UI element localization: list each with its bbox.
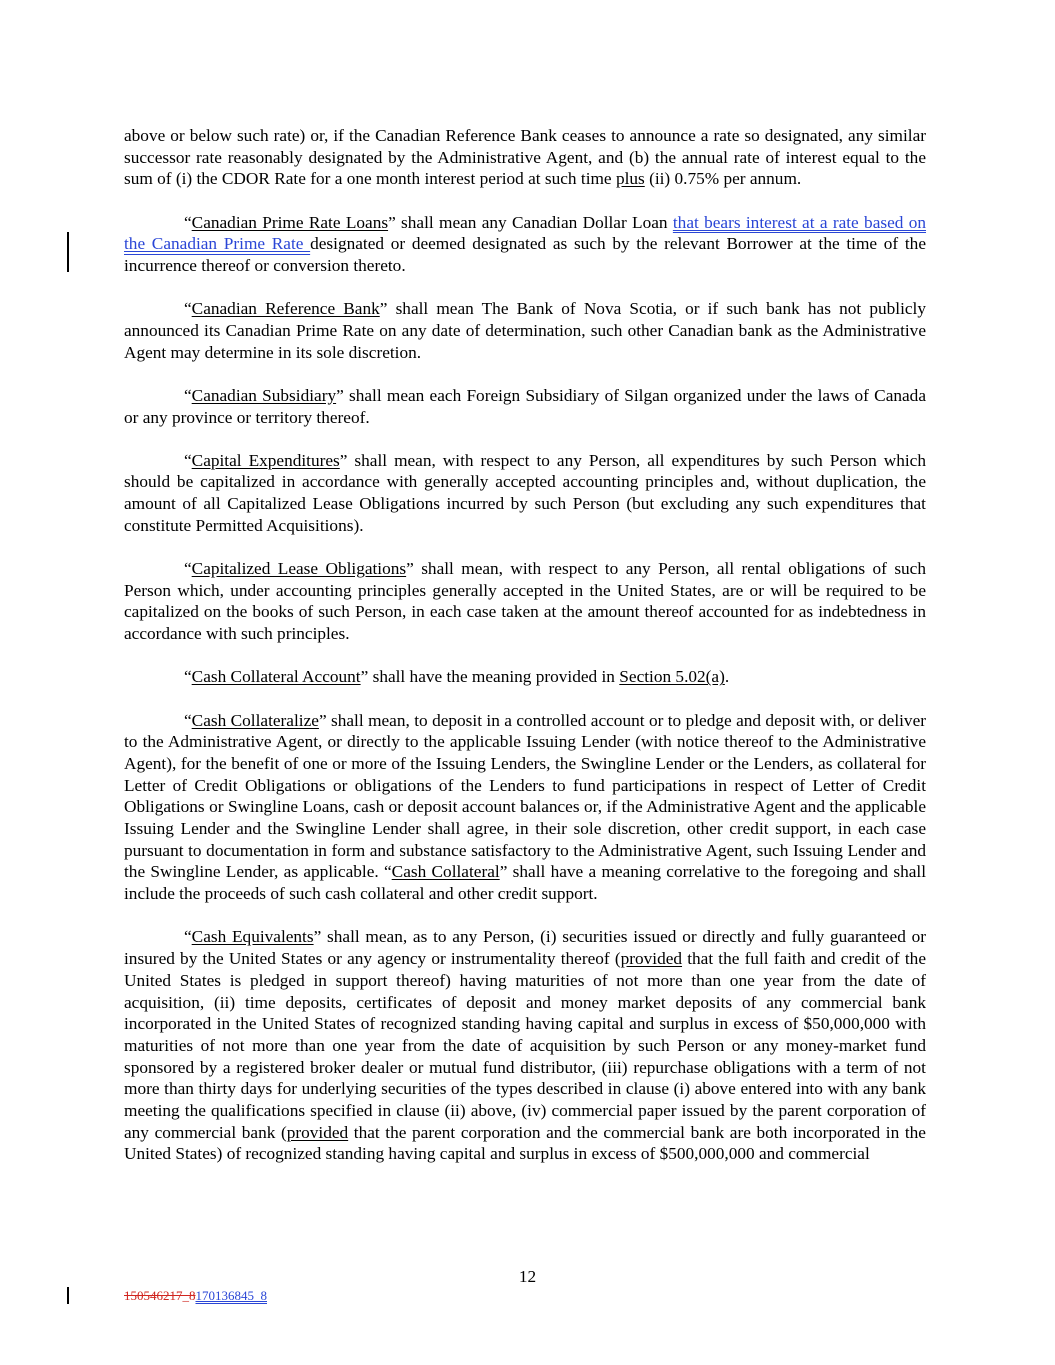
provided-term: provided xyxy=(620,949,683,969)
section-reference: Section 5.02(a) xyxy=(619,667,725,687)
defined-term: Capitalized Lease Obligations xyxy=(191,559,407,579)
provided-term: provided xyxy=(286,1122,349,1142)
defined-term: Cash Collateral xyxy=(391,862,500,882)
definition-capitalized-lease-obligations: “Capitalized Lease Obligations” shall mean, with respect to any Person, all rental obligations of such Person which, under accounting principles generally accepted in the United States, are or will be required to be capitalized on the books of such Person, in each case taken at the amount thereof accounted for as indebtedness in accordance with such principles. xyxy=(124,559,926,644)
change-bar xyxy=(67,1287,69,1304)
definition-canadian-subsidiary: “Canadian Subsidiary” shall mean each Foreign Subsidiary of Silgan organized under the laws of Canada or any province or territory thereof. xyxy=(124,385,926,427)
defined-term: Cash Collateralize xyxy=(191,710,319,730)
defined-term: Capital Expenditures xyxy=(191,450,340,470)
defined-term: Cash Collateral Account xyxy=(191,667,361,687)
definition-canadian-reference-bank: “Canadian Reference Bank” shall mean The Bank of Nova Scotia, or if such bank has not publicly announced its Canadian Prime Rate on any date of determination, such other Canadian bank as the Administrative Agent may determine in its sole discretion. xyxy=(124,299,926,362)
definition-canadian-prime-rate-loans: “Canadian Prime Rate Loans” shall mean any Canadian Dollar Loan that bears interest at a rate based on the Canadian Prime Rate designated or deemed designated as such by the relevant Borrower at the time of the incurrence thereof or conversion thereto. xyxy=(124,212,926,276)
definition-cash-collateralize: “Cash Collateralize” shall mean, to deposit in a controlled account or to pledge and deposit with, or deliver to the Administrative Agent, or directly to the applicable Issuing Lender (with notice thereof to the Administrative Agent), for the benefit of one or more of the Issuing Lenders, the Swingline Lender or the Lenders, as collateral for Letter of Credit Obligations or obligations of the Lenders to fund participations in respect of Letter of Credit Obligations or Swingline Loans, cash or deposit account balances or, if the Administrative Agent and the applicable Issuing Lender and the Swingline Lender shall agree, in their sole discretion, other credit support, in each case pursuant to documentation in form and substance satisfactory to the Administrative Agent, such Issuing Lender and the Swingline Lender, as applicable. “Cash Collateral” shall have a meaning correlative to the foregoing and shall include the proceeds of such cash collateral and other credit support. xyxy=(124,710,927,904)
defined-term: Canadian Subsidiary xyxy=(191,385,337,405)
continuation-paragraph: above or below such rate) or, if the Canadian Reference Bank ceases to announce a rate so designated, any similar successor rate reasonably designated by the Administrative Agent, and (b) the annual rate of interest equal to the sum of (i) the CDOR Rate for a one month interest period at such time plus (ii) 0.75% per annum. xyxy=(124,126,926,189)
document-id xyxy=(124,1288,267,1304)
defined-term: Canadian Prime Rate Loans xyxy=(191,212,389,232)
defined-term: Canadian Reference Bank xyxy=(191,299,380,319)
definition-cash-collateral-account: “Cash Collateral Account” shall have the meaning provided in Section 5.02(a). xyxy=(184,667,730,687)
plus-term: plus xyxy=(615,169,645,189)
defined-term: Cash Equivalents xyxy=(191,927,314,947)
change-bar xyxy=(67,232,69,272)
inserted-text: that bears interest at a rate based on the Canadian Prime Rate xyxy=(124,212,926,254)
deleted-doc-id: 150546217_8 xyxy=(124,1288,196,1303)
definition-capital-expenditures: “Capital Expenditures” shall mean, with respect to any Person, all expenditures by such Person which should be capitalized in accordance with generally accepted accounting principles and, without duplication, the amount of all Capitalized Lease Obligations incurred by such Person (but excluding any such expenditures that constitute Permitted Acquisitions). xyxy=(124,450,926,535)
definition-cash-equivalents: “Cash Equivalents” shall mean, as to any Person, (i) securities issued or directly and fully guaranteed or insured by the United States or any agency or instrumentality thereof (provided that the full faith and credit of the United States is pledged in support thereof) having maturities of not more than one year from the date of acquisition, (ii) time deposits, certificates of deposit and money market deposits of any commercial bank incorporated in the United States of recognized standing having capital and surplus in excess of $50,000,000 with maturities of not more than one year from the date of acquisition by such Person or any money-market fund sponsored by a registered broker dealer or mutual fund distributor, (iii) repurchase obligations with a term of not more than thirty days for underlying securities of the types described in clause (i) above entered into with any bank meeting the qualifications specified in clause (ii) above, (iv) commercial paper issued by the parent corporation of any commercial bank (provided that the parent corporation and the commercial bank are both incorporated in the United States) of recognized standing having capital and surplus in excess of $500,000,000 and commercial xyxy=(124,927,926,1164)
inserted-doc-id: 170136845_8 xyxy=(195,1288,267,1303)
body-text xyxy=(124,125,926,1187)
page-number: 12 xyxy=(518,1267,537,1286)
